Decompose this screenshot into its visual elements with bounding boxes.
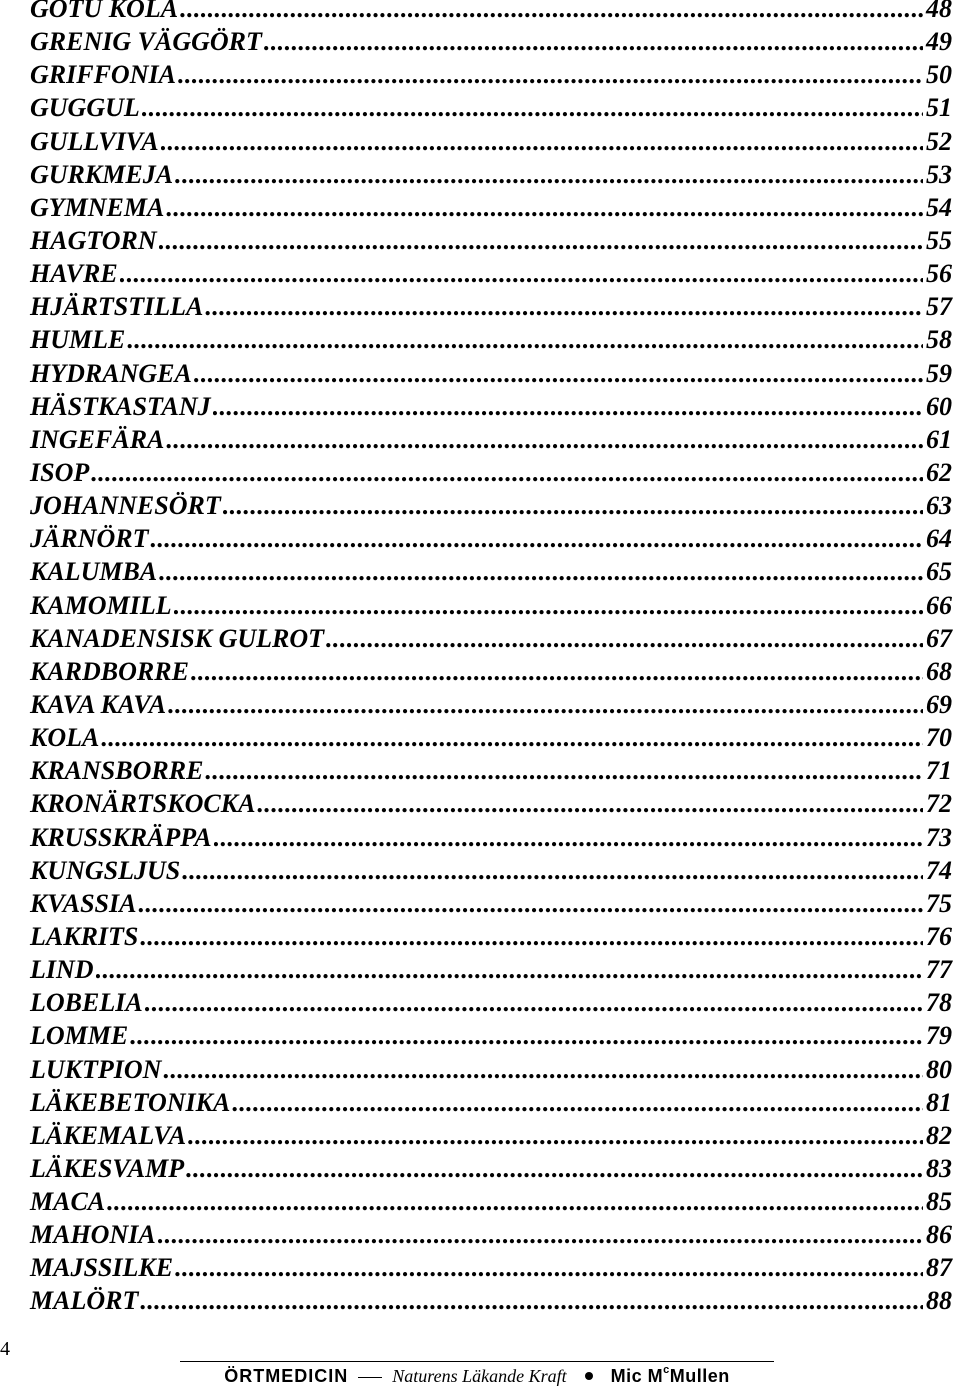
toc-dot-leader xyxy=(182,854,923,887)
toc-dot-leader xyxy=(101,721,923,754)
toc-dot-leader xyxy=(140,920,923,953)
toc-entry xyxy=(30,887,952,920)
toc-entry-page: 62 xyxy=(926,457,952,487)
toc-dot-leader xyxy=(264,25,923,58)
toc-entry-page: 81 xyxy=(926,1087,952,1117)
toc-dot-leader xyxy=(174,589,923,622)
toc-entry-page: 79 xyxy=(926,1021,952,1051)
footer-tagline: Naturens Läkande Kraft xyxy=(392,1365,567,1386)
footer-author-suffix: Mullen xyxy=(669,1365,730,1386)
toc-entry xyxy=(30,1251,952,1284)
toc-entry-title: GOTU KOLA xyxy=(30,0,179,23)
toc-entry-page: 57 xyxy=(926,292,952,322)
toc-dot-leader xyxy=(91,456,923,489)
toc-dot-leader xyxy=(175,1251,923,1284)
toc-entry xyxy=(30,423,952,456)
toc-entry-title: LÄKESVAMP xyxy=(30,1153,185,1183)
toc-entry-page: 67 xyxy=(926,623,952,653)
toc-dot-leader xyxy=(232,1086,923,1119)
toc-entry-page: 65 xyxy=(926,557,952,587)
toc-entry xyxy=(30,456,952,489)
toc-entry xyxy=(30,1086,952,1119)
toc-dot-leader xyxy=(257,787,923,820)
toc-entry xyxy=(30,25,952,58)
toc-entry-title: LÄKEMALVA xyxy=(30,1120,187,1150)
toc-entry-title: LOMME xyxy=(30,1021,129,1051)
toc-entry xyxy=(30,357,952,390)
toc-entry-title: HÄSTKASTANJ xyxy=(30,391,211,421)
toc-entry xyxy=(30,158,952,191)
toc-dot-leader xyxy=(120,257,923,290)
toc-dot-leader xyxy=(194,357,923,390)
toc-entry xyxy=(30,1119,952,1152)
toc-dot-leader xyxy=(159,224,923,257)
toc-entry-title: MAHONIA xyxy=(30,1220,156,1250)
footer-author-prefix: Mic M xyxy=(610,1365,664,1386)
toc-entry-page: 82 xyxy=(926,1120,952,1150)
toc-entry-title: JOHANNESÖRT xyxy=(30,491,221,521)
footer-author xyxy=(610,1363,730,1387)
toc-entry-page: 77 xyxy=(926,955,952,985)
toc-entry-title: KANADENSISK GULROT xyxy=(30,623,325,653)
toc-dot-leader xyxy=(191,655,923,688)
toc-entry-title: HJÄRTSTILLA xyxy=(30,292,204,322)
toc-dot-leader xyxy=(145,986,923,1019)
toc-entry xyxy=(30,655,952,688)
toc-entry-page: 61 xyxy=(926,424,952,454)
toc-dot-leader xyxy=(326,622,923,655)
toc-dot-leader xyxy=(158,1218,923,1251)
toc-dot-leader xyxy=(140,1284,923,1317)
toc-dot-leader xyxy=(213,390,923,423)
toc-entry-page: 64 xyxy=(926,524,952,554)
toc-entry xyxy=(30,589,952,622)
toc-entry xyxy=(30,489,952,522)
toc-entry-page: 56 xyxy=(926,259,952,289)
toc-entry xyxy=(30,920,952,953)
toc-entry xyxy=(30,125,952,158)
toc-entry xyxy=(30,390,952,423)
toc-entry-title: HUMLE xyxy=(30,325,126,355)
toc-entry-title: INGEFÄRA xyxy=(30,424,165,454)
toc-entry-title: LAKRITS xyxy=(30,921,139,951)
toc-entry xyxy=(30,986,952,1019)
toc-entry-title: KALUMBA xyxy=(30,557,158,587)
toc-entry-page: 59 xyxy=(926,358,952,388)
toc-entry xyxy=(30,754,952,787)
toc-entry xyxy=(30,1218,952,1251)
toc-entry-title: JÄRNÖRT xyxy=(30,524,149,554)
toc-entry-title: MALÖRT xyxy=(30,1286,139,1316)
toc-dot-leader xyxy=(138,887,923,920)
toc-entry-page: 75 xyxy=(926,888,952,918)
toc-entry-title: LÄKEBETONIKA xyxy=(30,1087,231,1117)
toc-entry-page: 63 xyxy=(926,491,952,521)
toc-entry-title: KUNGSLJUS xyxy=(30,855,181,885)
toc-entry xyxy=(30,58,952,91)
toc-entry-page: 83 xyxy=(926,1153,952,1183)
toc-entry-page: 73 xyxy=(926,822,952,852)
toc-entry-title: HAVRE xyxy=(30,259,118,289)
toc-entry xyxy=(30,821,952,854)
toc-entry-title: GUGGUL xyxy=(30,93,140,123)
toc-entry xyxy=(30,721,952,754)
toc-entry-page: 53 xyxy=(926,159,952,189)
toc-entry-title: MAJSSILKE xyxy=(30,1253,174,1283)
toc-entry-title: KAMOMILL xyxy=(30,590,172,620)
toc-dot-leader xyxy=(150,522,923,555)
footer-brand: ÖRTMEDICIN xyxy=(224,1365,349,1386)
toc-dot-leader xyxy=(96,953,923,986)
toc-entry xyxy=(30,1152,952,1185)
toc-dot-leader xyxy=(166,423,923,456)
toc-entry-page: 55 xyxy=(926,225,952,255)
toc-entry xyxy=(30,91,952,124)
toc-entry-page: 88 xyxy=(926,1286,952,1316)
toc-dot-leader xyxy=(175,158,923,191)
toc-entry-title: ISOP xyxy=(30,457,90,487)
toc-entry-page: 80 xyxy=(926,1054,952,1084)
toc-entry xyxy=(30,1053,952,1086)
toc-entry-title: KARDBORRE xyxy=(30,656,189,686)
toc-entry-page: 72 xyxy=(926,789,952,819)
toc-entry xyxy=(30,191,952,224)
toc-entry xyxy=(30,257,952,290)
toc-dot-leader xyxy=(188,1119,923,1152)
toc-entry xyxy=(30,555,952,588)
table-of-contents xyxy=(30,0,952,1318)
toc-entry xyxy=(30,787,952,820)
toc-entry-title: KVASSIA xyxy=(30,888,137,918)
toc-entry xyxy=(30,1185,952,1218)
toc-entry xyxy=(30,224,952,257)
toc-entry-page: 60 xyxy=(926,391,952,421)
toc-entry xyxy=(30,0,952,25)
toc-dot-leader xyxy=(168,688,923,721)
toc-entry-page: 68 xyxy=(926,656,952,686)
toc-entry-page: 78 xyxy=(926,988,952,1018)
toc-entry-title: KRONÄRTSKOCKA xyxy=(30,789,256,819)
toc-dot-leader xyxy=(166,191,923,224)
toc-entry-title: LOBELIA xyxy=(30,988,143,1018)
toc-entry-title: GRIFFONIA xyxy=(30,60,176,90)
toc-entry xyxy=(30,1019,952,1052)
toc-dot-leader xyxy=(142,91,923,124)
toc-entry-page: 86 xyxy=(926,1220,952,1250)
toc-entry-page: 58 xyxy=(926,325,952,355)
toc-entry-page: 85 xyxy=(926,1187,952,1217)
toc-entry-title: KAVA KAVA xyxy=(30,689,167,719)
toc-dot-leader xyxy=(205,290,923,323)
toc-entry-page: 51 xyxy=(926,93,952,123)
toc-entry-title: LUKTPION xyxy=(30,1054,162,1084)
toc-entry-title: HAGTORN xyxy=(30,225,157,255)
toc-entry-title: MACA xyxy=(30,1187,106,1217)
toc-dot-leader xyxy=(130,1019,923,1052)
toc-entry-page: 52 xyxy=(926,126,952,156)
toc-entry-title: KRUSSKRÄPPA xyxy=(30,822,212,852)
toc-entry-page: 54 xyxy=(926,192,952,222)
toc-dot-leader xyxy=(205,754,923,787)
toc-entry-page: 87 xyxy=(926,1253,952,1283)
toc-entry-title: LIND xyxy=(30,955,94,985)
toc-entry-title: GYMNEMA xyxy=(30,192,165,222)
toc-entry-page: 69 xyxy=(926,689,952,719)
toc-entry xyxy=(30,290,952,323)
toc-dot-leader xyxy=(163,1053,923,1086)
toc-dot-leader xyxy=(178,58,923,91)
toc-entry-title: KRANSBORRE xyxy=(30,756,204,786)
toc-dot-leader xyxy=(161,125,923,158)
toc-entry-page: 66 xyxy=(926,590,952,620)
toc-entry xyxy=(30,323,952,356)
footer-bullet-icon xyxy=(585,1372,593,1380)
toc-dot-leader xyxy=(223,489,923,522)
toc-entry-page: 71 xyxy=(926,756,952,786)
toc-entry xyxy=(30,1284,952,1317)
toc-dot-leader xyxy=(214,821,923,854)
footer-author-superscript: c xyxy=(663,1363,670,1376)
toc-dot-leader xyxy=(180,0,923,25)
toc-entry-page: 76 xyxy=(926,921,952,951)
toc-entry-title: KOLA xyxy=(30,723,100,753)
toc-entry-title: HYDRANGEA xyxy=(30,358,192,388)
toc-entry-page: 48 xyxy=(926,0,952,23)
toc-entry xyxy=(30,953,952,986)
toc-entry xyxy=(30,522,952,555)
toc-entry-title: GRENIG VÄGGÖRT xyxy=(30,27,262,57)
footer-dash xyxy=(358,1377,382,1378)
toc-entry-page: 70 xyxy=(926,723,952,753)
toc-dot-leader xyxy=(127,323,923,356)
page-footer xyxy=(180,1361,774,1390)
toc-entry xyxy=(30,688,952,721)
toc-entry-page: 74 xyxy=(926,855,952,885)
toc-entry-title: GULLVIVA xyxy=(30,126,159,156)
toc-entry-title: GURKMEJA xyxy=(30,159,174,189)
page-number: 4 xyxy=(0,1338,10,1360)
toc-entry xyxy=(30,854,952,887)
toc-dot-leader xyxy=(159,555,923,588)
toc-dot-leader xyxy=(107,1185,923,1218)
toc-entry-page: 49 xyxy=(926,27,952,57)
toc-entry xyxy=(30,622,952,655)
toc-dot-leader xyxy=(186,1152,923,1185)
toc-entry-page: 50 xyxy=(926,60,952,90)
